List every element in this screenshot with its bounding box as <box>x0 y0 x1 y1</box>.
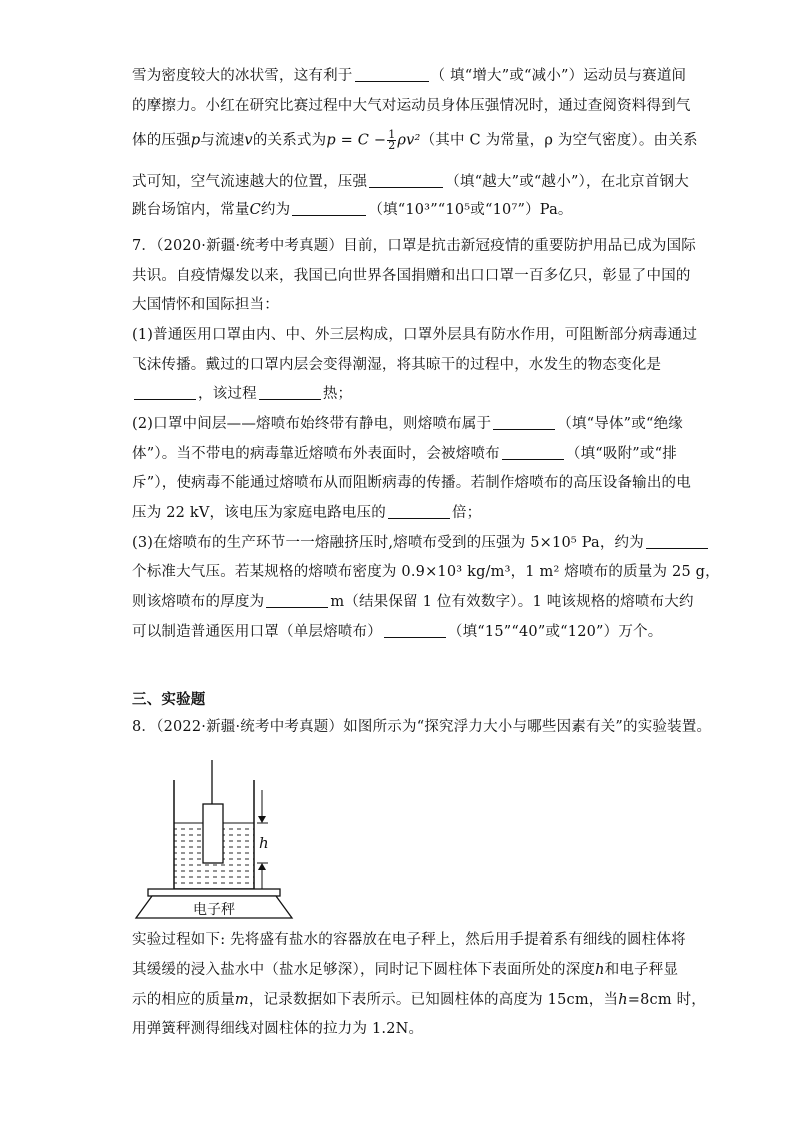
q7-part3-line-2: 个标准大气压。若某规格的熔喷布密度为 0.9×10³ kg/m³，1 m² 熔喷布的质量为 25 g， <box>132 564 720 580</box>
answer-blank[interactable] <box>259 385 321 400</box>
q7-part2-line-2: 体”）。当不带电的病毒靠近熔喷布外表面时，会被熔喷布 （填“吸附”或“排 <box>132 446 677 462</box>
scale-label: 电子秤 <box>193 902 235 918</box>
q6-line-5: 跳台场馆内，常量C约为 （填“10³”“10⁵或“10⁷”）Pa。 <box>132 202 573 218</box>
q6-line-1: 雪为密度较大的冰状雪，这有利于 （ 填“增大”或“减小”）运动员与赛道间 <box>132 68 687 84</box>
q7-part2-line-1: (2)口罩中间层——熔喷布始终带有静电，则熔喷布属于 （填“导体”或“绝缘 <box>132 416 683 432</box>
q7-part3-line-4: 可以制造普通医用口罩（单层熔喷布） （填“15”“40”或“120”）万个。 <box>132 624 663 640</box>
answer-blank[interactable] <box>369 173 443 188</box>
q6-line-3: 体的压强p与流速v的关系式为p = C − $\frac{1}{2}$ ρv²（其中 C 为常量，ρ 为空气密度）。由关系 <box>132 128 698 152</box>
q8-line-3: 其缓缓的浸入盐水中（盐水足够深），同时记下圆柱体下表面所处的深度h和电子秤显 <box>132 962 679 978</box>
answer-blank[interactable] <box>384 623 446 638</box>
q7-part1-line-1: (1)普通医用口罩由内、中、外三层构成，口罩外层具有防水作用，可阻断部分病毒通过 <box>132 327 698 343</box>
q8-line-4: 示的相应的质量m，记录数据如下表所示。已知圆柱体的高度为 15cm，当h=8cm 时， <box>132 992 706 1008</box>
section-heading: 三、实验题 <box>132 691 206 708</box>
q7-line-1: 7．（2020·新疆·统考中考真题）目前，口罩是抗击新冠疫情的重要防护用品已成为国际 <box>132 238 696 254</box>
answer-blank[interactable] <box>266 593 328 608</box>
q7-line-3: 大国情怀和国际担当： <box>132 297 279 313</box>
q7-part3-line-1: (3)在熔喷布的生产环节一一熔融挤压时,熔喷布受到的压强为 5×10⁵ Pa，约为 <box>132 533 710 553</box>
fraction-one-half: $\frac{1}{2}$ <box>388 128 396 152</box>
depth-label: h <box>259 834 269 852</box>
cylinder <box>203 804 223 863</box>
answer-blank[interactable] <box>292 201 366 216</box>
q8-line-5: 用弹簧秤测得细线对圆柱体的拉力为 1.2N。 <box>132 1021 424 1037</box>
q7-part1-line-2: 飞沫传播。戴过的口罩内层会变得潮湿，将其晾干的过程中，水发生的物态变化是 <box>132 357 662 373</box>
q7-line-2: 共识。自疫情爆发以来，我国已向世界各国捐赠和出口口罩一百多亿只，彰显了中国的 <box>132 268 691 284</box>
answer-blank[interactable] <box>493 415 555 430</box>
q7-part2-line-4: 压为 22 kV，该电压为家庭电路电压的 倍； <box>132 505 482 521</box>
q7-part2-line-3: 斥”），使病毒不能通过熔喷布从而阻断病毒的传播。若制作熔喷布的高压设备输出的电 <box>132 475 691 491</box>
q6-line-2: 的摩擦力。小红在研究比赛过程中大气对运动员身体压强情况时，通过查阅资料得到气 <box>132 98 691 114</box>
scale-platform <box>148 889 280 896</box>
q8-line-2: 实验过程如下: 先将盛有盐水的容器放在电子秤上，然后用手提着系有细线的圆柱体将 <box>132 932 686 948</box>
answer-blank[interactable] <box>388 504 450 519</box>
answer-blank[interactable] <box>646 534 708 549</box>
answer-blank[interactable] <box>502 445 564 460</box>
q6-line-4: 式可知，空气流速越大的位置，压强 （填“越大”或“越小”），在北京首钢大 <box>132 174 689 190</box>
answer-blank[interactable] <box>355 67 429 82</box>
scale-container-diagram <box>132 760 302 920</box>
answer-blank[interactable] <box>134 385 196 400</box>
q8-line-1: 8．（2022·新疆·统考中考真题）如图所示为“探究浮力大小与哪些因素有关”的实验装置。 <box>132 719 712 735</box>
q7-part3-line-3: 则该熔喷布的厚度为 m（结果保留 1 位有效数字）。1 吨该规格的熔喷布大约 <box>132 594 694 610</box>
experiment-figure <box>132 760 302 920</box>
q7-part1-line-3: ，该过程 热； <box>132 384 352 404</box>
